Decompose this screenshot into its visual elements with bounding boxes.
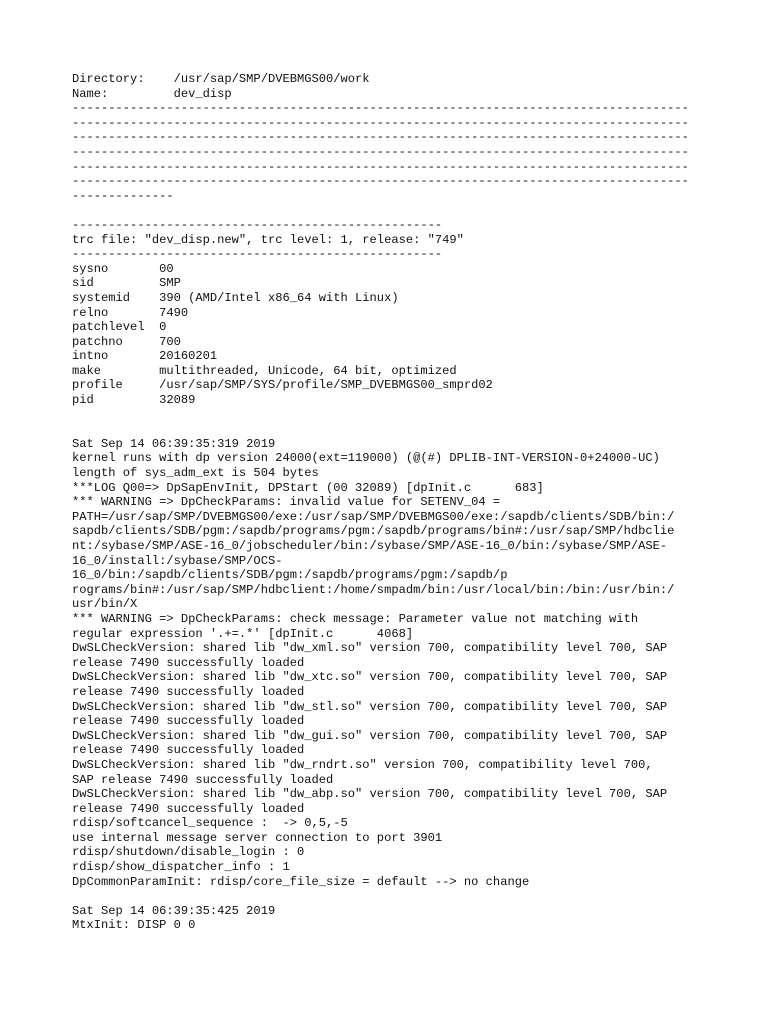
log-line: release 7490 successfully loaded: [72, 801, 305, 816]
log-line: -------------------------------------------------------------------------------------: [72, 144, 689, 159]
log-line: rograms/bin#:/usr/sap/SMP/hdbclient:/home/smpadm/bin:/usr/local/bin:/bin:/usr/bin:/: [72, 582, 675, 597]
log-line: 16_0/bin:/sapdb/clients/SDB/pgm:/sapdb/programs/pgm:/sapdb/p: [72, 568, 508, 583]
log-line: ***LOG Q00=> DpSapEnvInit, DPStart (00 32089) [dpInit.c 683]: [72, 480, 544, 495]
log-line: PATH=/usr/sap/SMP/DVEBMGS00/exe:/usr/sap/SMP/DVEBMGS00/exe:/sapdb/clients/SDB/bin:/: [72, 509, 675, 524]
log-line: DwSLCheckVersion: shared lib "dw_gui.so" version 700, compatibility level 700, SAP: [72, 728, 668, 743]
log-line: 16_0/install:/sybase/SMP/OCS-: [72, 553, 283, 568]
log-line: trc file: "dev_disp.new", trc level: 1, release: "749": [72, 232, 464, 247]
log-line: systemid 390 (AMD/Intel x86_64 with Linux): [72, 290, 399, 305]
log-line: [72, 422, 702, 437]
log-line: usr/bin/X: [72, 597, 138, 612]
log-line: DwSLCheckVersion: shared lib "dw_abp.so" version 700, compatibility level 700, SAP: [72, 787, 668, 802]
log-line: rdisp/softcancel_sequence : -> 0,5,-5: [72, 816, 348, 831]
log-line: release 7490 successfully loaded: [72, 714, 305, 729]
log-line: [72, 408, 702, 423]
log-line: use internal message server connection to port 3901: [72, 830, 443, 845]
log-line: -------------------------------------------------------------------------------------: [72, 174, 689, 189]
log-line: length of sys_adm_ext is 504 bytes: [72, 466, 319, 481]
log-text-block: [72, 72, 702, 933]
log-line: -------------------------------------------------------------------------------------: [72, 130, 689, 145]
log-line: rdisp/show_dispatcher_info : 1: [72, 860, 290, 875]
log-line: *** WARNING => DpCheckParams: check message: Parameter value not matching with: [72, 611, 639, 626]
log-line: sid SMP: [72, 276, 181, 291]
log-line: relno 7490: [72, 305, 189, 320]
log-line: -------------------------------------------------------------------------------------: [72, 115, 689, 130]
log-line: MtxInit: DISP 0 0: [72, 918, 196, 933]
log-line: -------------------------------------------------------------------------------------: [72, 159, 689, 174]
log-line: release 7490 successfully loaded: [72, 684, 305, 699]
log-line: [72, 889, 702, 904]
log-line: nt:/sybase/SMP/ASE-16_0/jobscheduler/bin:/sybase/SMP/ASE-16_0/bin:/sybase/SMP/ASE-: [72, 539, 668, 553]
log-line: DwSLCheckVersion: shared lib "dw_stl.so" version 700, compatibility level 700, SAP: [72, 699, 668, 714]
log-line: make multithreaded, Unicode, 64 bit, optimized: [72, 363, 457, 378]
log-line: -------------------------------------------------------------------------------------: [72, 101, 689, 116]
log-line: sysno 00: [72, 261, 174, 276]
log-line: SAP release 7490 successfully loaded: [72, 772, 334, 787]
log-line: DwSLCheckVersion: shared lib "dw_xml.so" version 700, compatibility level 700, SAP: [72, 641, 668, 656]
log-line: ---------------------------------------------------: [72, 247, 443, 262]
log-line: Sat Sep 14 06:39:35:319 2019: [72, 436, 276, 451]
log-line: sapdb/clients/SDB/pgm:/sapdb/programs/pgm:/sapdb/programs/bin#:/usr/sap/SMP/hdbclie: [72, 524, 675, 539]
log-line: pid 32089: [72, 393, 196, 408]
log-line: Sat Sep 14 06:39:35:425 2019: [72, 903, 276, 918]
log-line: --------------: [72, 188, 174, 203]
log-line: profile /usr/sap/SMP/SYS/profile/SMP_DVEBMGS00_smprd02: [72, 378, 493, 393]
log-line: DpCommonParamInit: rdisp/core_file_size = default --> no change: [72, 874, 530, 889]
log-line: Directory: /usr/sap/SMP/DVEBMGS00/work: [72, 72, 370, 86]
log-line: DwSLCheckVersion: shared lib "dw_xtc.so" version 700, compatibility level 700, SAP: [72, 670, 668, 685]
log-line: patchlevel 0: [72, 320, 167, 335]
log-line: [72, 203, 702, 218]
log-line: Name: dev_disp: [72, 86, 232, 101]
log-line: patchno 700: [72, 334, 181, 349]
log-line: release 7490 successfully loaded: [72, 655, 305, 670]
log-line: kernel runs with dp version 24000(ext=119000) (@(#) DPLIB-INT-VERSION-0+24000-UC): [72, 451, 660, 466]
log-line: ---------------------------------------------------: [72, 217, 443, 232]
log-line: regular expression '.+=.*' [dpInit.c 4068]: [72, 626, 414, 641]
log-line: release 7490 successfully loaded: [72, 743, 305, 758]
log-line: DwSLCheckVersion: shared lib "dw_rndrt.so" version 700, compatibility level 700,: [72, 757, 653, 772]
log-line: rdisp/shutdown/disable_login : 0: [72, 845, 305, 860]
log-line: *** WARNING => DpCheckParams: invalid value for SETENV_04 =: [72, 495, 501, 510]
log-line: intno 20160201: [72, 349, 218, 364]
